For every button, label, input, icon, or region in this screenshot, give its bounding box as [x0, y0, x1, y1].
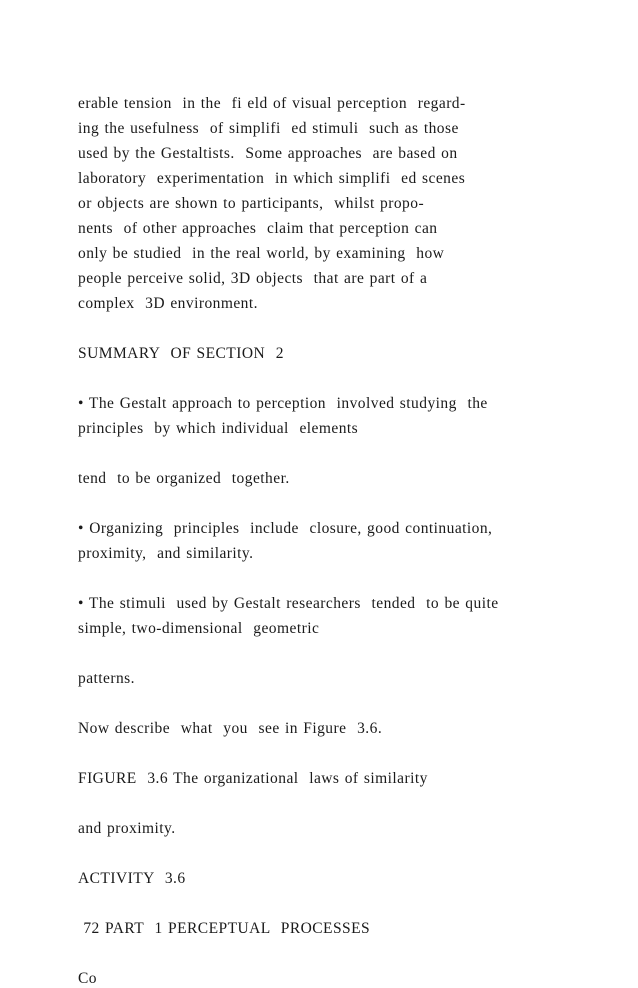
text-line: or objects are shown to participants, whilst propo- — [78, 195, 425, 212]
text-line: simple, two-dimensional geometric — [78, 620, 320, 637]
bullet-line: • Organizing principles include closure, good continuation, — [78, 520, 493, 537]
figure-caption: FIGURE 3.6 The organizational laws of similarity — [78, 770, 428, 787]
text-line: only be studied in the real world, by examining how — [78, 245, 445, 262]
text-line: Now describe what you see in Figure 3.6. — [78, 720, 383, 737]
text-line: patterns. — [78, 670, 135, 687]
activity-label: ACTIVITY 3.6 — [78, 870, 186, 887]
text-line: people perceive solid, 3D objects that are part of a — [78, 270, 428, 287]
text-line: Co — [78, 970, 97, 987]
text-line: used by the Gestaltists. Some approaches are based on — [78, 145, 458, 162]
section-heading: SUMMARY OF SECTION 2 — [78, 345, 284, 362]
text-line: principles by which individual elements — [78, 420, 359, 437]
bullet-line: • The Gestalt approach to perception involved studying the — [78, 395, 488, 412]
text-line: 72 PART 1 PERCEPTUAL PROCESSES — [78, 920, 371, 937]
text-line: proximity, and similarity. — [78, 545, 254, 562]
text-line: ing the usefulness of simplifi ed stimuli such as those — [78, 120, 459, 137]
text-line: erable tension in the fi eld of visual perception regard- — [78, 95, 466, 112]
text-line: laboratory experimentation in which simplifi ed scenes — [78, 170, 466, 187]
text-line: nents of other approaches claim that perception can — [78, 220, 438, 237]
text-line: complex 3D environment. — [78, 295, 258, 312]
figure-caption: and proximity. — [78, 820, 176, 837]
bullet-line: • The stimuli used by Gestalt researchers tended to be quite — [78, 595, 499, 612]
text-line: tend to be organized together. — [78, 470, 290, 487]
